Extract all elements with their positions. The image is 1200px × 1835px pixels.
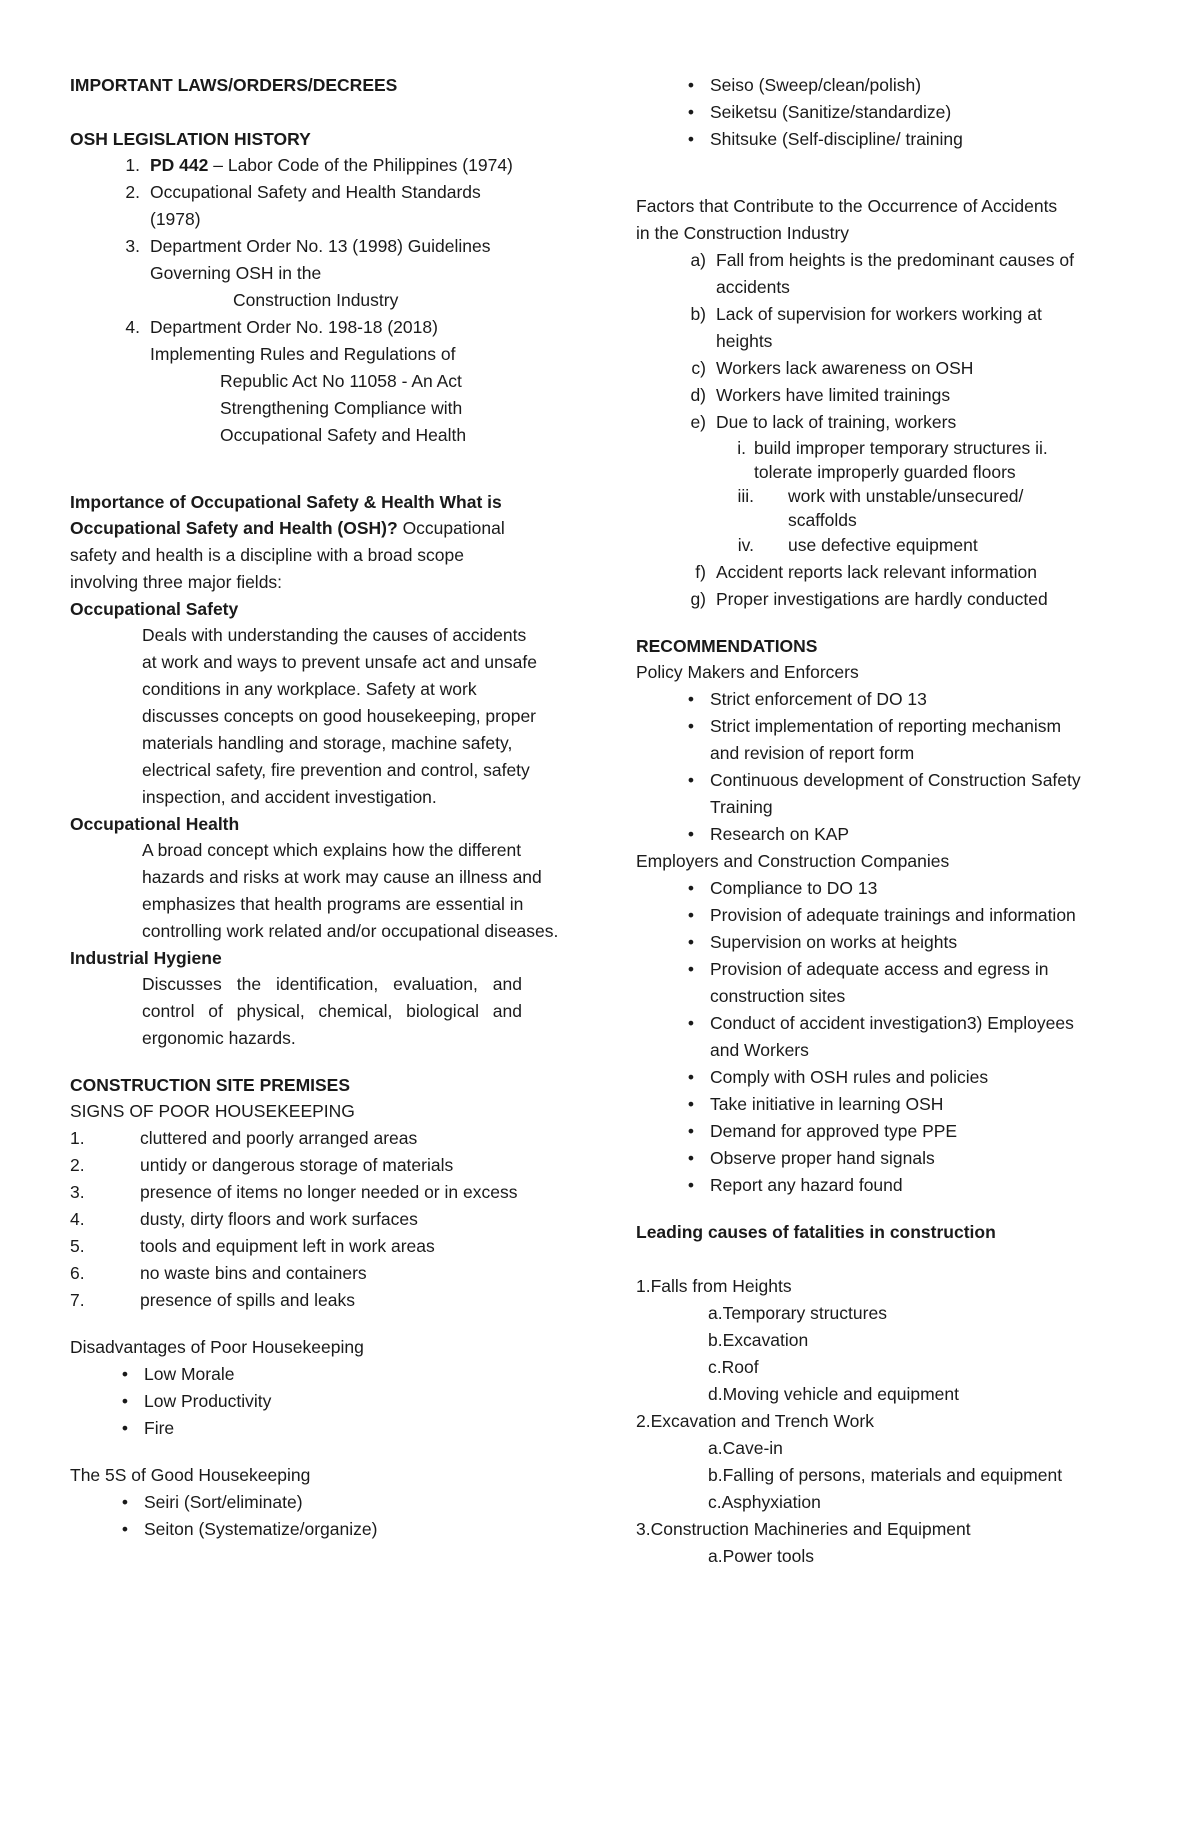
fatality-group-title: 3.Construction Machineries and Equipment xyxy=(636,1519,971,1539)
list-item: a.Power tools xyxy=(708,1546,815,1566)
list-item: a) Fall from heights is the predominant causes of accidents xyxy=(690,250,1074,297)
occupational-health-heading: Occupational Health xyxy=(70,814,240,834)
list-item: • Supervision on works at heights xyxy=(636,929,1156,956)
list-item: • Provision of adequate trainings and information xyxy=(636,902,1156,929)
list-item: • Shitsuke (Self-discipline/ training xyxy=(636,126,1156,153)
industrial-hygiene-text: Discusses the identification, evaluation, and control of physical, chemical, biological and ergonomic hazards. xyxy=(142,974,522,1048)
bullet-icon: • xyxy=(687,75,694,95)
list-item: • Research on KAP xyxy=(636,821,1156,848)
bullet-icon: • xyxy=(687,1094,694,1114)
list-item: d.Moving vehicle and equipment xyxy=(708,1384,959,1404)
occupational-health-text: A broad concept which explains how the different hazards and risks at work may cause an illness and emphasizes that health programs are essential in controlling work related and/or occupational diseases. xyxy=(142,840,559,941)
list-item: • Continuous development of Construction Safety Training xyxy=(636,767,1156,821)
bullet-icon: • xyxy=(687,932,694,952)
list-item: b.Falling of persons, materials and equipment xyxy=(708,1465,1063,1485)
occupational-safety-heading: Occupational Safety xyxy=(70,599,239,619)
list-item: • Low Morale xyxy=(70,1361,590,1388)
list-item: • Strict implementation of reporting mechanism and revision of report form xyxy=(636,713,1156,767)
bullet-icon: • xyxy=(121,1519,128,1539)
list-item: • Demand for approved type PPE xyxy=(636,1118,1156,1145)
list-item: b) Lack of supervision for workers working at heights xyxy=(690,304,1042,351)
list-item: c.Roof xyxy=(708,1357,759,1377)
bullet-icon: • xyxy=(687,1148,694,1168)
bullet-icon: • xyxy=(687,878,694,898)
list-item: g) Proper investigations are hardly conducted xyxy=(690,589,1048,609)
bullet-icon: • xyxy=(121,1391,128,1411)
list-item: 4. Department Order No. 198-18 (2018) Implementing Rules and Regulations of Republic Act No 11058 - An Act Strengthening Compliance with Occupational Safety and Health xyxy=(125,317,467,445)
list-item: e) Due to lack of training, workers xyxy=(690,412,957,432)
five-s-heading: The 5S of Good Housekeeping xyxy=(70,1465,311,1485)
bullet-icon: • xyxy=(121,1364,128,1384)
list-item: • Provision of adequate access and egress in construction sites xyxy=(636,956,1156,1010)
employers-heading: Employers and Construction Companies xyxy=(636,851,950,871)
bullet-icon: • xyxy=(687,770,694,790)
list-item: 2. Occupational Safety and Health Standards (1978) xyxy=(125,182,481,229)
bullet-icon: • xyxy=(687,1013,694,1033)
list-item: • Seiketsu (Sanitize/standardize) xyxy=(636,99,1156,126)
sub-list-item: iv. use defective equipment xyxy=(737,535,978,555)
bullet-icon: • xyxy=(687,1121,694,1141)
list-item: c.Asphyxiation xyxy=(708,1492,821,1512)
fatalities-heading: Leading causes of fatalities in construction xyxy=(636,1222,996,1242)
document-title: IMPORTANT LAWS/ORDERS/DECREES xyxy=(70,75,398,95)
list-item: • Observe proper hand signals xyxy=(636,1145,1156,1172)
list-item: 1. cluttered and poorly arranged areas xyxy=(70,1128,418,1148)
importance-heading: Importance of Occupational Safety & Health What is xyxy=(70,492,502,512)
list-item: b.Excavation xyxy=(708,1330,809,1350)
bullet-icon: • xyxy=(121,1492,128,1512)
list-item: 5. tools and equipment left in work areas xyxy=(70,1236,435,1256)
bullet-icon: • xyxy=(687,905,694,925)
list-item: 4. dusty, dirty floors and work surfaces xyxy=(70,1209,418,1229)
right-column xyxy=(636,72,1156,1570)
list-item: 1. PD 442 – Labor Code of the Philippines (1974) xyxy=(125,155,513,175)
factors-heading: Factors that Contribute to the Occurrence of Accidents in the Construction Industry xyxy=(636,196,1058,243)
bullet-icon: • xyxy=(687,824,694,844)
bullet-icon: • xyxy=(687,716,694,736)
bullet-icon: • xyxy=(687,1175,694,1195)
recommendations-heading: RECOMMENDATIONS xyxy=(636,636,818,656)
bullet-icon: • xyxy=(687,1067,694,1087)
bullet-icon: • xyxy=(687,129,694,149)
bullet-icon: • xyxy=(687,689,694,709)
list-item: 3. Department Order No. 13 (1998) Guidelines Governing OSH in the Construction Industry xyxy=(125,236,491,310)
list-item: • Seiri (Sort/eliminate) xyxy=(70,1489,590,1516)
list-item: 3. presence of items no longer needed or in excess xyxy=(70,1182,518,1202)
list-item: • Fire xyxy=(70,1415,590,1442)
poor-housekeeping-subheading: SIGNS OF POOR HOUSEKEEPING xyxy=(70,1101,355,1121)
bullet-icon: • xyxy=(121,1418,128,1438)
list-item: a.Temporary structures xyxy=(708,1303,887,1323)
occupational-safety-text: Deals with understanding the causes of accidents at work and ways to prevent unsafe act and unsafe conditions in any workplace. Safety at work discusses concepts on good housekeeping, proper materials handling and storage, machine safety, electrical safety, fire prevention and control, safety inspection, and accident investigation. xyxy=(142,625,537,807)
list-item: • Comply with OSH rules and policies xyxy=(636,1064,1156,1091)
list-item: c) Workers lack awareness on OSH xyxy=(691,358,974,378)
list-item: • Seiton (Systematize/organize) xyxy=(70,1516,590,1543)
list-item: • Compliance to DO 13 xyxy=(636,875,1156,902)
industrial-hygiene-heading: Industrial Hygiene xyxy=(70,948,222,968)
list-item: d) Workers have limited trainings xyxy=(690,385,951,405)
list-item: • Seiso (Sweep/clean/polish) xyxy=(636,72,1156,99)
disadvantages-heading: Disadvantages of Poor Housekeeping xyxy=(70,1337,364,1357)
list-item: • Low Productivity xyxy=(70,1388,590,1415)
list-item: a.Cave-in xyxy=(708,1438,783,1458)
list-item: f) Accident reports lack relevant information xyxy=(695,562,1037,582)
list-item: 6. no waste bins and containers xyxy=(70,1263,367,1283)
list-item: 7. presence of spills and leaks xyxy=(70,1290,355,1310)
list-item: 2. untidy or dangerous storage of materials xyxy=(70,1155,454,1175)
fatality-group-title: 2.Excavation and Trench Work xyxy=(636,1411,874,1431)
fatality-group-title: 1.Falls from Heights xyxy=(636,1276,792,1296)
bullet-icon: • xyxy=(687,959,694,979)
left-column: IMPORTANT LAWS/ORDERS/DECREES OSH LEGISLATION HISTORY 1. PD 442 – Labor Code of the Philippines (1974) 2. Occupational Safety and Health Standards (1978) 3. Department Order No. 13 (1998) Guidelines Governing OSH in the Construction Industry 4. Department Order No. 198-18 (2018) Implementing Rules and Regulations of Republic Act No 11058 - An Act Strengthening Compliance with Occupational Safety and Health Importance of Occupational Safety & Health What is Occupational Safety and Health (OSH)? Occupational safety and health is a discipline with a broad scope involving three major fields: Occupational Safety Deals with understanding the causes of accidents at work and ways to prevent unsafe act and unsafe conditions in any workplace. Safety at work discusses concepts on good housekeeping, proper materials handling and storage, machine safety, electrical safety, fire prevention and control, safety inspection, and accident investigation. Occupational Health A broad concept which explains how the different hazards and risks at work may cause an illness and emphasizes that health programs are essential in controlling work related and/or occupational diseases. Industrial Hygiene Discusses the identification, evaluation, and control of physical, chemical, biological and ergonomic hazards. CONSTRUCTION SITE PREMISES SIGNS OF POOR HOUSEKEEPING 1. cluttered and poorly arranged areas 2. untidy or dangerous storage of materials 3. presence of items no longer needed or in excess 4. dusty, dirty floors and work surfaces 5. tools and equipment left in work areas 6. no waste bins and containers 7. presence of spills and leaks Disadvantages of Poor Housekeeping • Low Morale • Low Productivity • Fire The 5S of Good Housekeeping • Seiri (Sort/eliminate) • Seiton (Systematize/organize) xyxy=(70,72,590,1543)
policy-makers-heading: Policy Makers and Enforcers xyxy=(636,662,859,682)
osh-history-heading: OSH LEGISLATION HISTORY xyxy=(70,129,311,149)
sub-list-item: i. build improper temporary structures ii. tolerate improperly guarded floors xyxy=(737,438,1048,482)
sub-list-item: iii. work with unstable/unsecured/ scaffolds xyxy=(737,486,1024,530)
bullet-icon: • xyxy=(687,102,694,122)
list-item: • Conduct of accident investigation3) Employees and Workers xyxy=(636,1010,1156,1064)
list-item: • Report any hazard found xyxy=(636,1172,1156,1199)
list-item: • Strict enforcement of DO 13 xyxy=(636,686,1156,713)
construction-site-heading: CONSTRUCTION SITE PREMISES xyxy=(70,1075,351,1095)
list-item: • Take initiative in learning OSH xyxy=(636,1091,1156,1118)
